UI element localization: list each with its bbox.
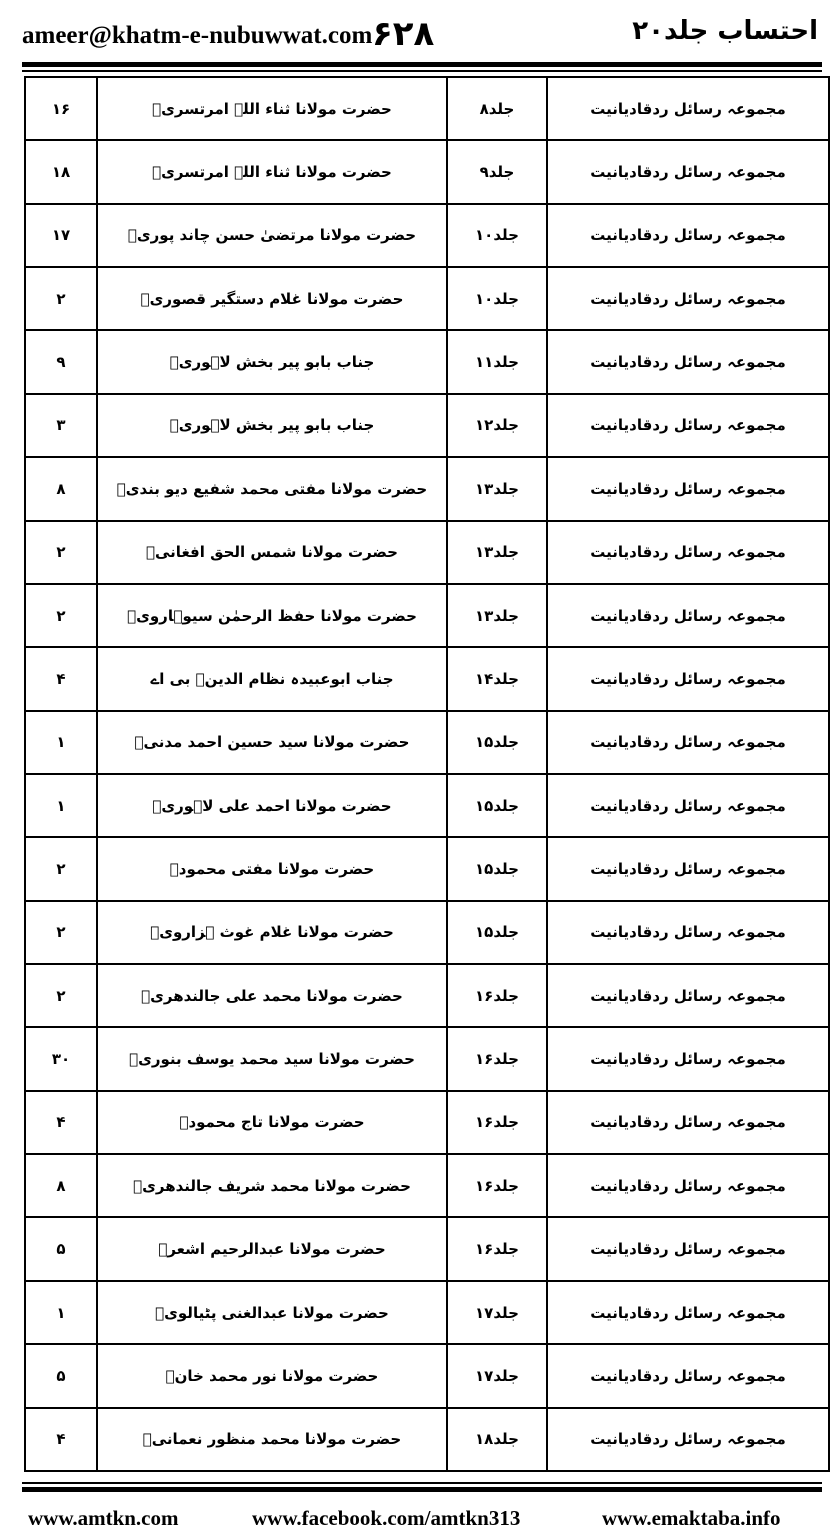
page-number: ۶۲۸ <box>372 14 435 54</box>
table-row <box>25 837 829 900</box>
row-series-cell: مجموعہ رسائل ردقادیانیت <box>547 1154 829 1217</box>
row-series-cell: مجموعہ رسائل ردقادیانیت <box>547 140 829 203</box>
table-row <box>25 140 829 203</box>
row-volume-cell: جلد۱۶ <box>447 1027 547 1090</box>
row-series-cell: مجموعہ رسائل ردقادیانیت <box>547 1344 829 1407</box>
table-row <box>25 1281 829 1344</box>
table-row <box>25 1154 829 1217</box>
header-rule-thick <box>22 62 822 67</box>
row-volume-cell: جلد۱۸ <box>447 1408 547 1471</box>
table-row <box>25 1344 829 1407</box>
row-series-cell: مجموعہ رسائل ردقادیانیت <box>547 901 829 964</box>
row-volume-cell: جلد۱۵ <box>447 901 547 964</box>
row-count-cell: ۳۰ <box>25 1027 97 1090</box>
row-author-cell: حضرت مولانا محمد منظور نعمانیؒ <box>97 1408 447 1471</box>
table-row <box>25 647 829 710</box>
page-footer <box>0 1494 840 1540</box>
row-count-cell: ۴ <box>25 647 97 710</box>
row-volume-cell: جلد۱۷ <box>447 1281 547 1344</box>
row-count-cell: ۱۶ <box>25 77 97 140</box>
row-series-cell: مجموعہ رسائل ردقادیانیت <box>547 1027 829 1090</box>
footer-rule-thin <box>22 1482 822 1484</box>
row-count-cell: ۲ <box>25 584 97 647</box>
table-row <box>25 584 829 647</box>
row-author-cell: حضرت مولانا مرتضیٰ حسن چاند پوریؒ <box>97 204 447 267</box>
row-volume-cell: جلد۱۴ <box>447 647 547 710</box>
row-author-cell: جناب بابو پیر بخش لاہوریؒ <box>97 394 447 457</box>
row-series-cell: مجموعہ رسائل ردقادیانیت <box>547 1091 829 1154</box>
row-author-cell: جناب ابوعبیدہ نظام الدینؒ بی اے <box>97 647 447 710</box>
row-count-cell: ۱۸ <box>25 140 97 203</box>
footer-link-emaktaba[interactable]: www.emaktaba.info <box>602 1506 781 1530</box>
row-author-cell: حضرت مولانا شمس الحق افغانیؒ <box>97 521 447 584</box>
row-count-cell: ۱ <box>25 711 97 774</box>
row-author-cell: حضرت مولانا سید حسین احمد مدنیؒ <box>97 711 447 774</box>
row-series-cell: مجموعہ رسائل ردقادیانیت <box>547 647 829 710</box>
row-volume-cell: جلد۱۵ <box>447 837 547 900</box>
row-count-cell: ۵ <box>25 1344 97 1407</box>
row-author-cell: حضرت مولانا غلام غوث ہزارویؒ <box>97 901 447 964</box>
row-volume-cell: جلد۱۵ <box>447 711 547 774</box>
footer-link-facebook[interactable]: www.facebook.com/amtkn313 <box>252 1506 521 1530</box>
row-series-cell: مجموعہ رسائل ردقادیانیت <box>547 394 829 457</box>
book-title: احتساب جلد۲۰ <box>632 16 818 46</box>
row-author-cell: حضرت مولانا عبدالرحیم اشعرؒ <box>97 1217 447 1280</box>
row-author-cell: حضرت مولانا احمد علی لاہوریؒ <box>97 774 447 837</box>
table-row <box>25 1091 829 1154</box>
table-row <box>25 394 829 457</box>
row-count-cell: ۲ <box>25 521 97 584</box>
row-volume-cell: جلد۱۳ <box>447 584 547 647</box>
row-series-cell: مجموعہ رسائل ردقادیانیت <box>547 1281 829 1344</box>
row-volume-cell: جلد۱۵ <box>447 774 547 837</box>
row-author-cell: حضرت مولانا ثناء اللہ امرتسریؒ <box>97 140 447 203</box>
table-row <box>25 457 829 520</box>
row-count-cell: ۲ <box>25 837 97 900</box>
table-row <box>25 901 829 964</box>
row-author-cell: حضرت مولانا ثناء اللہ امرتسریؒ <box>97 77 447 140</box>
row-count-cell: ۹ <box>25 330 97 393</box>
row-series-cell: مجموعہ رسائل ردقادیانیت <box>547 267 829 330</box>
row-series-cell: مجموعہ رسائل ردقادیانیت <box>547 964 829 1027</box>
row-author-cell: حضرت مولانا محمد علی جالندھریؒ <box>97 964 447 1027</box>
row-count-cell: ۱ <box>25 1281 97 1344</box>
row-author-cell: حضرت مولانا حفظ الرحمٰن سیوہارویؒ <box>97 584 447 647</box>
table-row <box>25 1027 829 1090</box>
row-volume-cell: جلد۱۳ <box>447 521 547 584</box>
table-row <box>25 774 829 837</box>
row-count-cell: ۴ <box>25 1408 97 1471</box>
row-author-cell: حضرت مولانا تاج محمودؒ <box>97 1091 447 1154</box>
row-series-cell: مجموعہ رسائل ردقادیانیت <box>547 330 829 393</box>
row-volume-cell: جلد۱۰ <box>447 267 547 330</box>
row-author-cell: حضرت مولانا مفتی محمودؒ <box>97 837 447 900</box>
row-count-cell: ۵ <box>25 1217 97 1280</box>
row-author-cell: جناب بابو پیر بخش لاہوریؒ <box>97 330 447 393</box>
row-count-cell: ۲ <box>25 901 97 964</box>
listing-table <box>24 76 830 1472</box>
row-series-cell: مجموعہ رسائل ردقادیانیت <box>547 1217 829 1280</box>
row-volume-cell: جلد۱۶ <box>447 1091 547 1154</box>
row-series-cell: مجموعہ رسائل ردقادیانیت <box>547 837 829 900</box>
row-volume-cell: جلد۱۶ <box>447 1154 547 1217</box>
table-row <box>25 711 829 774</box>
row-volume-cell: جلد۹ <box>447 140 547 203</box>
table-row <box>25 330 829 393</box>
row-author-cell: حضرت مولانا عبدالغنی پٹیالویؒ <box>97 1281 447 1344</box>
row-series-cell: مجموعہ رسائل ردقادیانیت <box>547 77 829 140</box>
table-row <box>25 204 829 267</box>
footer-rule-thick <box>22 1487 822 1492</box>
row-series-cell: مجموعہ رسائل ردقادیانیت <box>547 457 829 520</box>
table-row <box>25 521 829 584</box>
row-count-cell: ۴ <box>25 1091 97 1154</box>
page-header <box>0 0 840 70</box>
row-count-cell: ۸ <box>25 457 97 520</box>
row-author-cell: حضرت مولانا مفتی محمد شفیع دیو بندیؒ <box>97 457 447 520</box>
row-volume-cell: جلد۱۲ <box>447 394 547 457</box>
header-rule-thin <box>22 70 822 72</box>
row-author-cell: حضرت مولانا سید محمد یوسف بنوریؒ <box>97 1027 447 1090</box>
row-volume-cell: جلد۱۰ <box>447 204 547 267</box>
row-series-cell: مجموعہ رسائل ردقادیانیت <box>547 711 829 774</box>
row-volume-cell: جلد۱۱ <box>447 330 547 393</box>
row-count-cell: ۳ <box>25 394 97 457</box>
table-row <box>25 1408 829 1471</box>
row-author-cell: حضرت مولانا محمد شریف جالندھریؒ <box>97 1154 447 1217</box>
row-count-cell: ۸ <box>25 1154 97 1217</box>
row-count-cell: ۲ <box>25 267 97 330</box>
row-series-cell: مجموعہ رسائل ردقادیانیت <box>547 774 829 837</box>
table-row <box>25 964 829 1027</box>
listing-body <box>25 77 829 1471</box>
row-series-cell: مجموعہ رسائل ردقادیانیت <box>547 521 829 584</box>
row-volume-cell: جلد۸ <box>447 77 547 140</box>
table-row <box>25 267 829 330</box>
table-row <box>25 77 829 140</box>
row-volume-cell: جلد۱۶ <box>447 1217 547 1280</box>
footer-link-amtkn[interactable]: www.amtkn.com <box>28 1506 179 1530</box>
row-volume-cell: جلد۱۳ <box>447 457 547 520</box>
header-email: ameer@khatm-e-nubuwwat.com <box>22 22 373 49</box>
row-volume-cell: جلد۱۷ <box>447 1344 547 1407</box>
row-count-cell: ۲ <box>25 964 97 1027</box>
row-series-cell: مجموعہ رسائل ردقادیانیت <box>547 204 829 267</box>
row-count-cell: ۱ <box>25 774 97 837</box>
row-series-cell: مجموعہ رسائل ردقادیانیت <box>547 584 829 647</box>
table-row <box>25 1217 829 1280</box>
row-volume-cell: جلد۱۶ <box>447 964 547 1027</box>
row-author-cell: حضرت مولانا غلام دستگیر قصوریؒ <box>97 267 447 330</box>
row-series-cell: مجموعہ رسائل ردقادیانیت <box>547 1408 829 1471</box>
row-count-cell: ۱۷ <box>25 204 97 267</box>
row-author-cell: حضرت مولانا نور محمد خانؒ <box>97 1344 447 1407</box>
